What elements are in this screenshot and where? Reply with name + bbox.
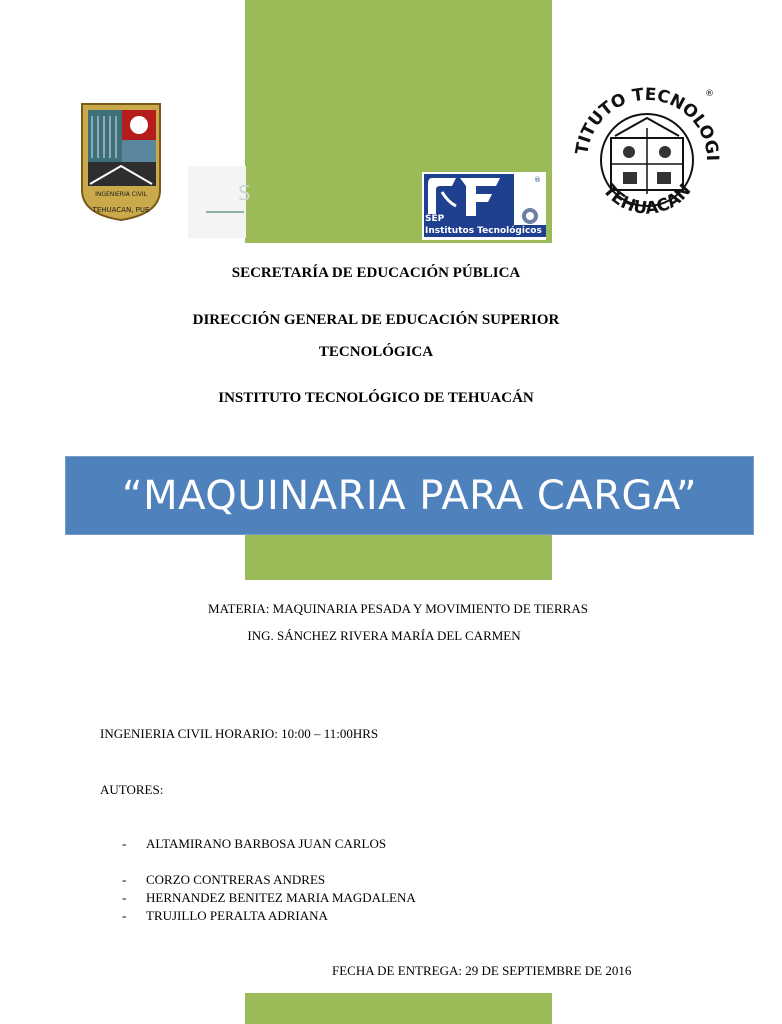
header-secretaria: SECRETARÍA DE EDUCACIÓN PÚBLICA [231,265,521,281]
list-dash: - [122,890,127,905]
author-name: HERNANDEZ BENITEZ MARIA MAGDALENA [146,890,416,905]
list-item [122,908,328,924]
subject-materia: MATERIA: MAQUINARIA PESADA Y MOVIMIENTO DE TIERRAS [208,601,588,616]
sep-logo [422,172,546,240]
career-schedule: INGENIERIA CIVIL HORARIO: 10:00 – 11:00HRS [100,726,379,741]
itt-seal-logo [565,78,729,242]
sep-registered-mark: ® [534,176,541,184]
seal-city-text: TEHUACAN, PUE [92,206,150,214]
author-name: TRUJILLO PERALTA ADRIANA [146,908,328,923]
author-name: CORZO CONTRERAS ANDRES [146,872,326,887]
list-item [122,872,325,888]
itt-registered-mark: ® [705,89,714,99]
list-dash: - [122,908,127,923]
author-name: ALTAMIRANO BARBOSA JUAN CARLOS [146,836,387,851]
list-item [122,836,386,852]
list-item [122,890,416,906]
header-direccion: DIRECCIÓN GENERAL DE EDUCACIÓN SUPERIOR [192,312,560,328]
list-dash: - [122,836,127,851]
seal-ring-text: INGENIERIA CIVIL [95,191,147,198]
document-title: “MAQUINARIA PARA CARGA” [65,456,754,535]
list-dash: - [122,872,127,887]
civil-engineering-seal-logo [80,102,162,222]
itt-ring-top-text: TITUTO TECNOLOGI [572,84,723,162]
subject-teacher: ING. SÁNCHEZ RIVERA MARÍA DEL CARMEN [247,628,521,643]
faded-logo [188,166,251,238]
green-band-bottom [245,993,552,1024]
green-band-middle [245,535,552,580]
sep-subtitle: Institutos Tecnológicos [424,225,546,237]
svg-text:S: S [238,181,251,205]
sep-label: SEP [425,214,445,224]
authors-label: AUTORES: [100,782,164,797]
delivery-date: FECHA DE ENTREGA: 29 DE SEPTIEMBRE DE 2016 [332,963,632,978]
header-instituto: INSTITUTO TECNOLÓGICO DE TEHUACÁN [218,390,534,406]
itt-ring-bottom-text: TEHUACAN [598,180,696,219]
header-tecnologica: TECNOLÓGICA [318,344,434,360]
